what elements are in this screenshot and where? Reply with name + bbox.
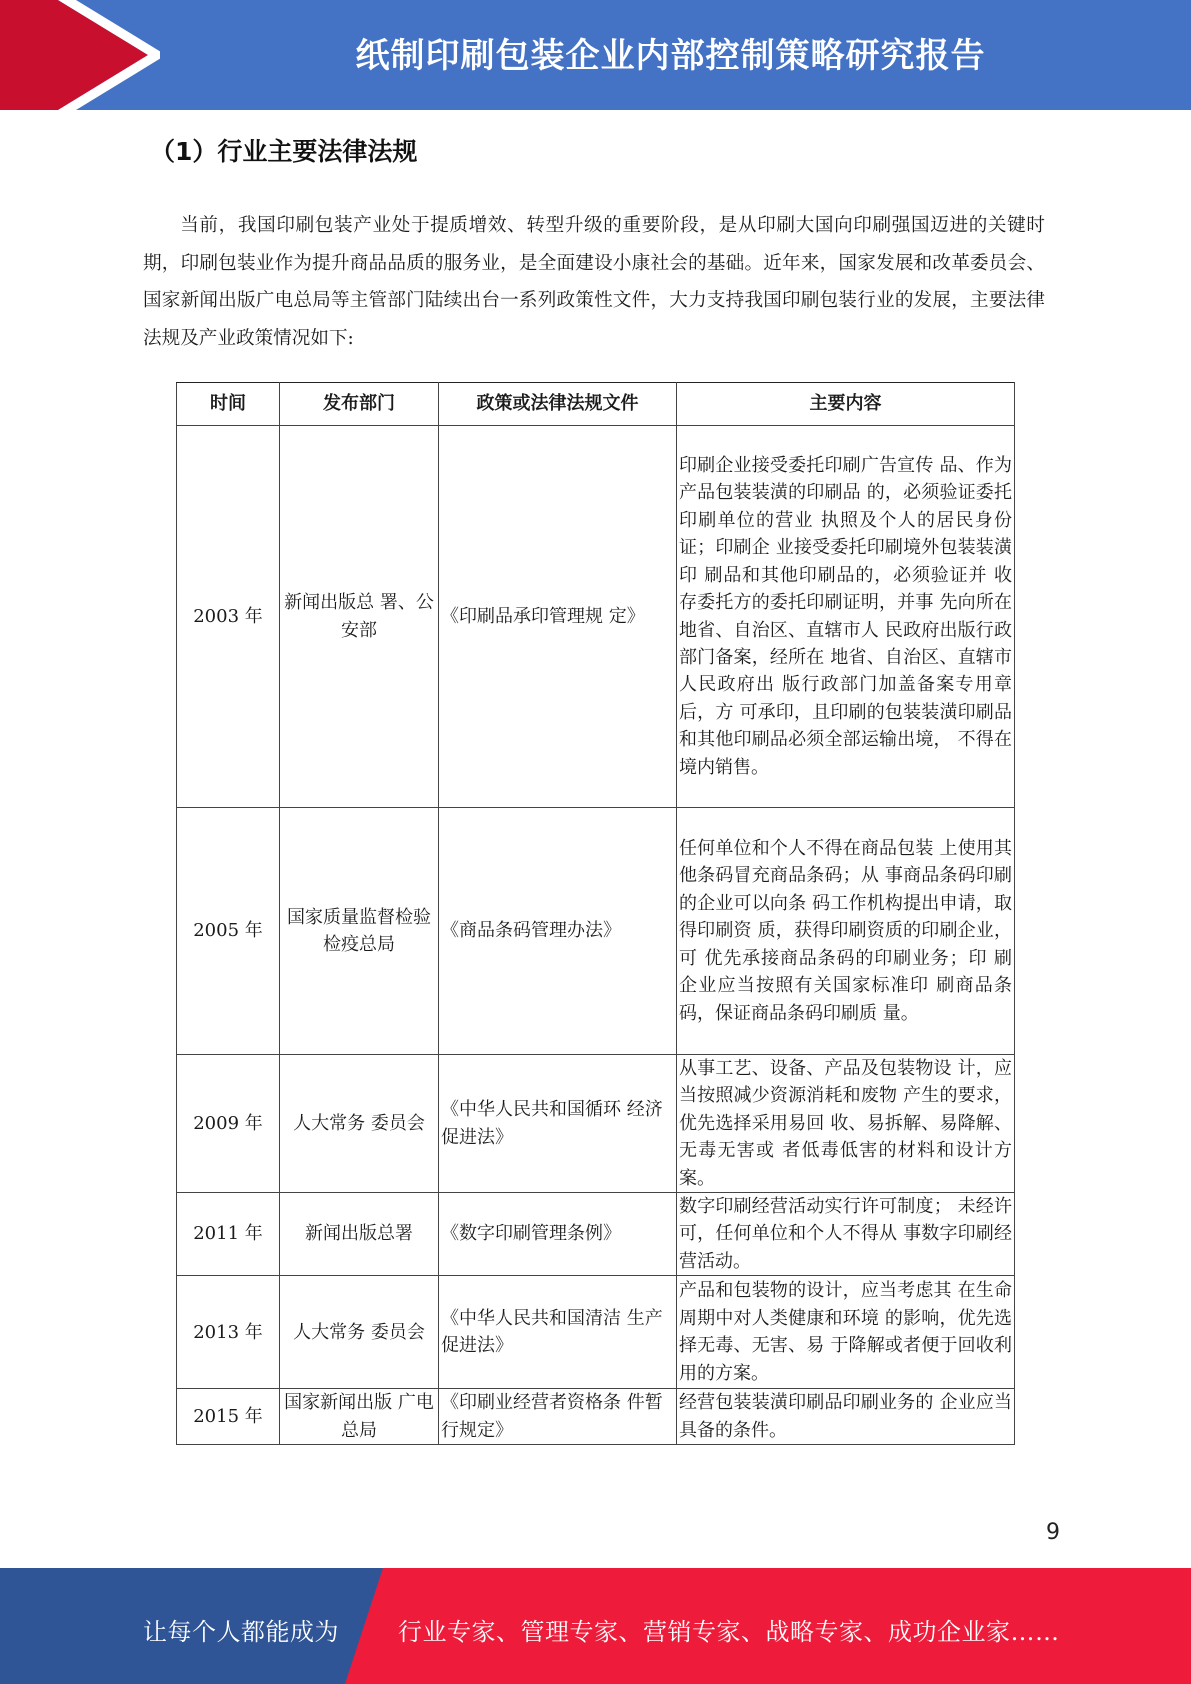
column-header-year: 时间	[177, 383, 280, 426]
page-number: 9	[1046, 1520, 1060, 1545]
footer-slogan-left: 让每个人都能成为	[143, 1618, 339, 1646]
cell-content: 经营包装装潢印刷品印刷业务的 企业应当具备的条件。	[677, 1389, 1015, 1445]
cell-document: 《商品条码管理办法》	[439, 808, 677, 1055]
column-header-content: 主要内容	[677, 383, 1015, 426]
intro-paragraph: 当前，我国印刷包装产业处于提质增效、转型升级的重要阶段，是从印刷大国向印刷强国迈进的关键时期，印刷包装业作为提升商品品质的服务业，是全面建设小康社会的基础。近年来，国家发展和改革委员会、国家新闻出版广电总局等主管部门陆续出台一系列政策性文件，大力支持我国印刷包装行业的发展，主要法律法规及产业政策情况如下:	[143, 215, 1045, 349]
column-header-department: 发布部门	[280, 383, 439, 426]
cell-department: 新闻出版总 署、公安部	[280, 426, 439, 808]
footer-slogan-right: 行业专家、管理专家、营销专家、战略专家、成功企业家……	[398, 1618, 1060, 1646]
table-row	[177, 1389, 1015, 1445]
section-heading: （1）行业主要法律法规	[150, 137, 418, 166]
cell-year: 2015 年	[177, 1389, 280, 1445]
table-row	[177, 808, 1015, 1055]
cell-content: 产品和包装物的设计，应当考虑其 在生命周期中对人类健康和环境 的影响，优先选择无毒、无害、易 于降解或者便于回收利用的方案。	[677, 1276, 1015, 1389]
cell-content: 数字印刷经营活动实行许可制度； 未经许可，任何单位和个人不得从 事数字印刷经营活动。	[677, 1193, 1015, 1276]
table-row	[177, 1055, 1015, 1193]
cell-content: 从事工艺、设备、产品及包装物设 计，应当按照减少资源消耗和废物 产生的要求，优先选择采用易回 收、易拆解、易降解、无毒无害或 者低毒低害的材料和设计方案。	[677, 1055, 1015, 1193]
cell-document: 《中华人民共和国清洁 生产促进法》	[439, 1276, 677, 1389]
cell-year: 2013 年	[177, 1276, 280, 1389]
cell-content: 印刷企业接受委托印刷广告宣传 品、作为产品包装装潢的印刷品 的，必须验证委托印刷单位的营业 执照及个人的居民身份证；印刷企 业接受委托印刷境外包装装潢印 刷品和其他印刷品的，必须验证并 收存委托方的委托印刷证明，并事 先向所在地省、自治区、直辖市人 民政府出版行政部门备案，经所在 地省、自治区、直辖市人民政府出 版行政部门加盖备案专用章后，方 可承印，且印刷的包装装潢印刷品和其他印刷品必须全部运输出境， 不得在境内销售。	[677, 426, 1015, 808]
table-row	[177, 1193, 1015, 1276]
cell-year: 2005 年	[177, 808, 280, 1055]
cell-year: 2009 年	[177, 1055, 280, 1193]
cell-year: 2003 年	[177, 426, 280, 808]
cell-department: 新闻出版总署	[280, 1193, 439, 1276]
report-title: 纸制印刷包装企业内部控制策略研究报告	[355, 36, 986, 76]
cell-department: 国家新闻出版 广电总局	[280, 1389, 439, 1445]
header-arrow-icon	[0, 0, 160, 110]
cell-document: 《印刷业经营者资格条 件暂行规定》	[439, 1389, 677, 1445]
page-footer	[0, 1568, 1191, 1684]
cell-department: 人大常务 委员会	[280, 1276, 439, 1389]
cell-document: 《印刷品承印管理规 定》	[439, 426, 677, 808]
cell-department: 国家质量监督检验检疫总局	[280, 808, 439, 1055]
cell-content: 任何单位和个人不得在商品包装 上使用其他条码冒充商品条码；从 事商品条码印刷的企业可以向条 码工作机构提出申请，取得印刷资 质，获得印刷资质的印刷企业，可 优先承接商品条码的印刷业务；印 刷企业应当按照有关国家标准印 刷商品条码，保证商品条码印刷质 量。	[677, 808, 1015, 1055]
table-row	[177, 426, 1015, 808]
cell-document: 《数字印刷管理条例》	[439, 1193, 677, 1276]
table-row	[177, 1276, 1015, 1389]
cell-department: 人大常务 委员会	[280, 1055, 439, 1193]
regulations-table	[176, 382, 1015, 1445]
table-header-row	[177, 383, 1015, 426]
cell-year: 2011 年	[177, 1193, 280, 1276]
page-header	[0, 0, 1191, 110]
column-header-document: 政策或法律法规文件	[439, 383, 677, 426]
cell-document: 《中华人民共和国循环 经济促进法》	[439, 1055, 677, 1193]
